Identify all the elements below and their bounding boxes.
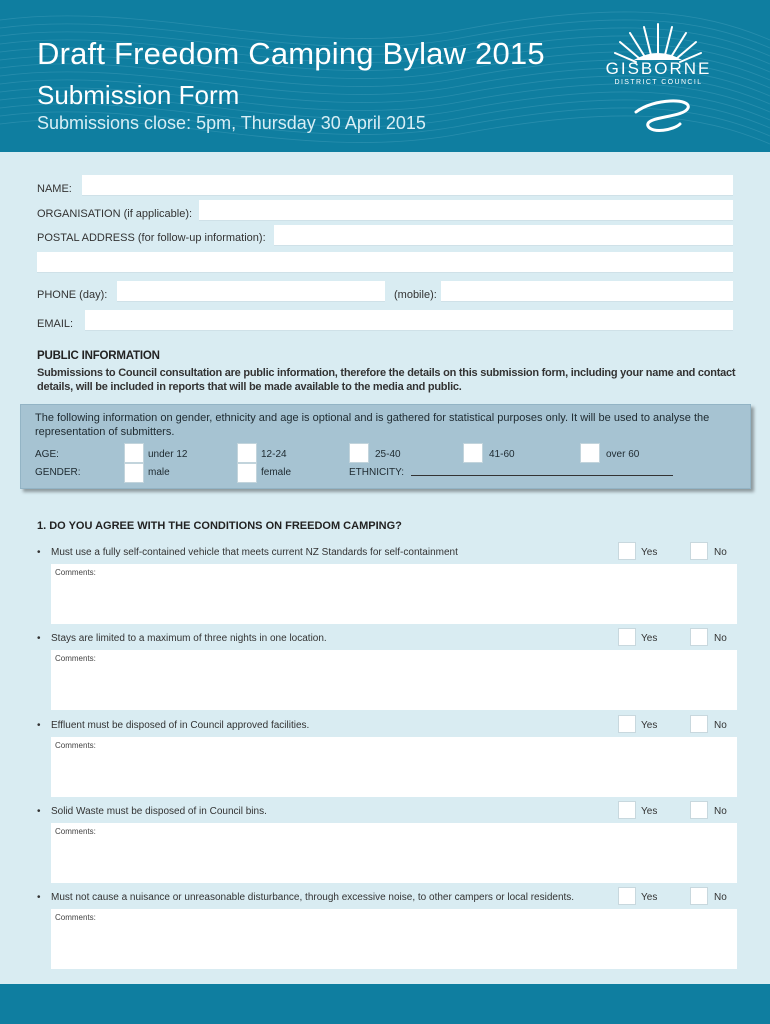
no-checkbox[interactable] (690, 542, 708, 560)
phone-day-input[interactable] (117, 281, 385, 302)
postal-address-line2-input[interactable] (37, 252, 733, 273)
age-25-40-checkbox[interactable] (349, 443, 369, 463)
gender-label: GENDER: (35, 467, 81, 478)
condition-text: Must use a fully self-contained vehicle that meets current NZ Standards for self-containment (51, 547, 458, 558)
logo-wordmark: GISBORNE (605, 59, 712, 78)
comments-label: Comments: (55, 741, 96, 750)
age-12-24-checkbox[interactable] (237, 443, 257, 463)
email-label: EMAIL: (37, 318, 74, 330)
comments-box[interactable] (51, 564, 737, 624)
age-label: AGE: (35, 449, 59, 460)
page-subtitle: Submission Form (37, 80, 240, 110)
statistics-intro: The following information on gender, ethnicity and age is optional and is gathered for statistical purposes only. It will be used to analyse the representation of submitters. (35, 412, 710, 438)
age-option-label: 41-60 (489, 449, 515, 460)
no-checkbox[interactable] (690, 887, 708, 905)
no-label: No (714, 633, 727, 644)
no-label: No (714, 547, 727, 558)
comments-label: Comments: (55, 568, 96, 577)
logo-council-text: DISTRICT COUNCIL (614, 79, 703, 86)
bullet-icon: • (37, 892, 41, 903)
yes-label: Yes (641, 633, 658, 644)
yes-label: Yes (641, 720, 658, 731)
comments-label: Comments: (55, 827, 96, 836)
gender-female-checkbox[interactable] (237, 463, 257, 483)
yes-checkbox[interactable] (618, 801, 636, 819)
condition-text: Must not cause a nuisance or unreasonable disturbance, through excessive noise, to other campers or local residents. (51, 892, 575, 903)
age-under-12-checkbox[interactable] (124, 443, 144, 463)
no-label: No (714, 720, 727, 731)
ethnicity-input-line[interactable] (411, 475, 673, 476)
bullet-icon: • (37, 806, 41, 817)
page-title: Draft Freedom Camping Bylaw 2015 (37, 36, 545, 71)
phone-mobile-input[interactable] (441, 281, 733, 302)
no-checkbox[interactable] (690, 715, 708, 733)
condition-text: Solid Waste must be disposed of in Council bins. (51, 806, 267, 817)
bullet-icon: • (37, 720, 41, 731)
age-over-60-checkbox[interactable] (580, 443, 600, 463)
question-1-title: 1. DO YOU AGREE WITH THE CONDITIONS ON FREEDOM CAMPING? (37, 520, 402, 532)
postal-address-input[interactable] (274, 225, 733, 246)
phone-mobile-label: (mobile): (394, 289, 437, 301)
condition-text: Stays are limited to a maximum of three nights in one location. (51, 633, 327, 644)
comments-box[interactable] (51, 909, 737, 969)
no-label: No (714, 806, 727, 817)
yes-checkbox[interactable] (618, 542, 636, 560)
yes-label: Yes (641, 806, 658, 817)
yes-checkbox[interactable] (618, 628, 636, 646)
submissions-close-date: Submissions close: 5pm, Thursday 30 April 2015 (37, 113, 426, 133)
yes-checkbox[interactable] (618, 715, 636, 733)
comments-box[interactable] (51, 737, 737, 797)
organisation-label: ORGANISATION (if applicable): (37, 208, 193, 220)
organisation-input[interactable] (199, 200, 733, 221)
ethnicity-label: ETHNICITY: (349, 467, 405, 478)
gender-option-label: male (148, 467, 170, 478)
yes-label: Yes (641, 892, 658, 903)
no-checkbox[interactable] (690, 628, 708, 646)
age-41-60-checkbox[interactable] (463, 443, 483, 463)
header-banner (0, 0, 770, 152)
yes-label: Yes (641, 547, 658, 558)
footer-bar (0, 984, 770, 1024)
public-information-text: Submissions to Council consultation are public information, therefore the details on this submission form, including your name and contact details, will be included in reports that will be made available to the media and public. (37, 367, 736, 393)
name-input[interactable] (82, 175, 733, 196)
bullet-icon: • (37, 633, 41, 644)
statistics-panel (20, 404, 751, 489)
phone-day-label: PHONE (day): (37, 289, 108, 301)
age-option-label: 12-24 (261, 449, 287, 460)
no-label: No (714, 892, 727, 903)
age-option-label: under 12 (148, 449, 188, 460)
bullet-icon: • (37, 547, 41, 558)
email-input[interactable] (85, 310, 733, 331)
no-checkbox[interactable] (690, 801, 708, 819)
comments-label: Comments: (55, 913, 96, 922)
yes-checkbox[interactable] (618, 887, 636, 905)
comments-box[interactable] (51, 823, 737, 883)
gender-male-checkbox[interactable] (124, 463, 144, 483)
public-information-heading: PUBLIC INFORMATION (37, 350, 160, 362)
age-option-label: 25-40 (375, 449, 401, 460)
age-option-label: over 60 (606, 449, 640, 460)
gender-option-label: female (261, 467, 292, 478)
condition-text: Effluent must be disposed of in Council approved facilities. (51, 720, 310, 731)
name-label: NAME: (37, 183, 72, 195)
comments-label: Comments: (55, 654, 96, 663)
postal-address-label: POSTAL ADDRESS (for follow-up information): (37, 232, 266, 244)
comments-box[interactable] (51, 650, 737, 710)
